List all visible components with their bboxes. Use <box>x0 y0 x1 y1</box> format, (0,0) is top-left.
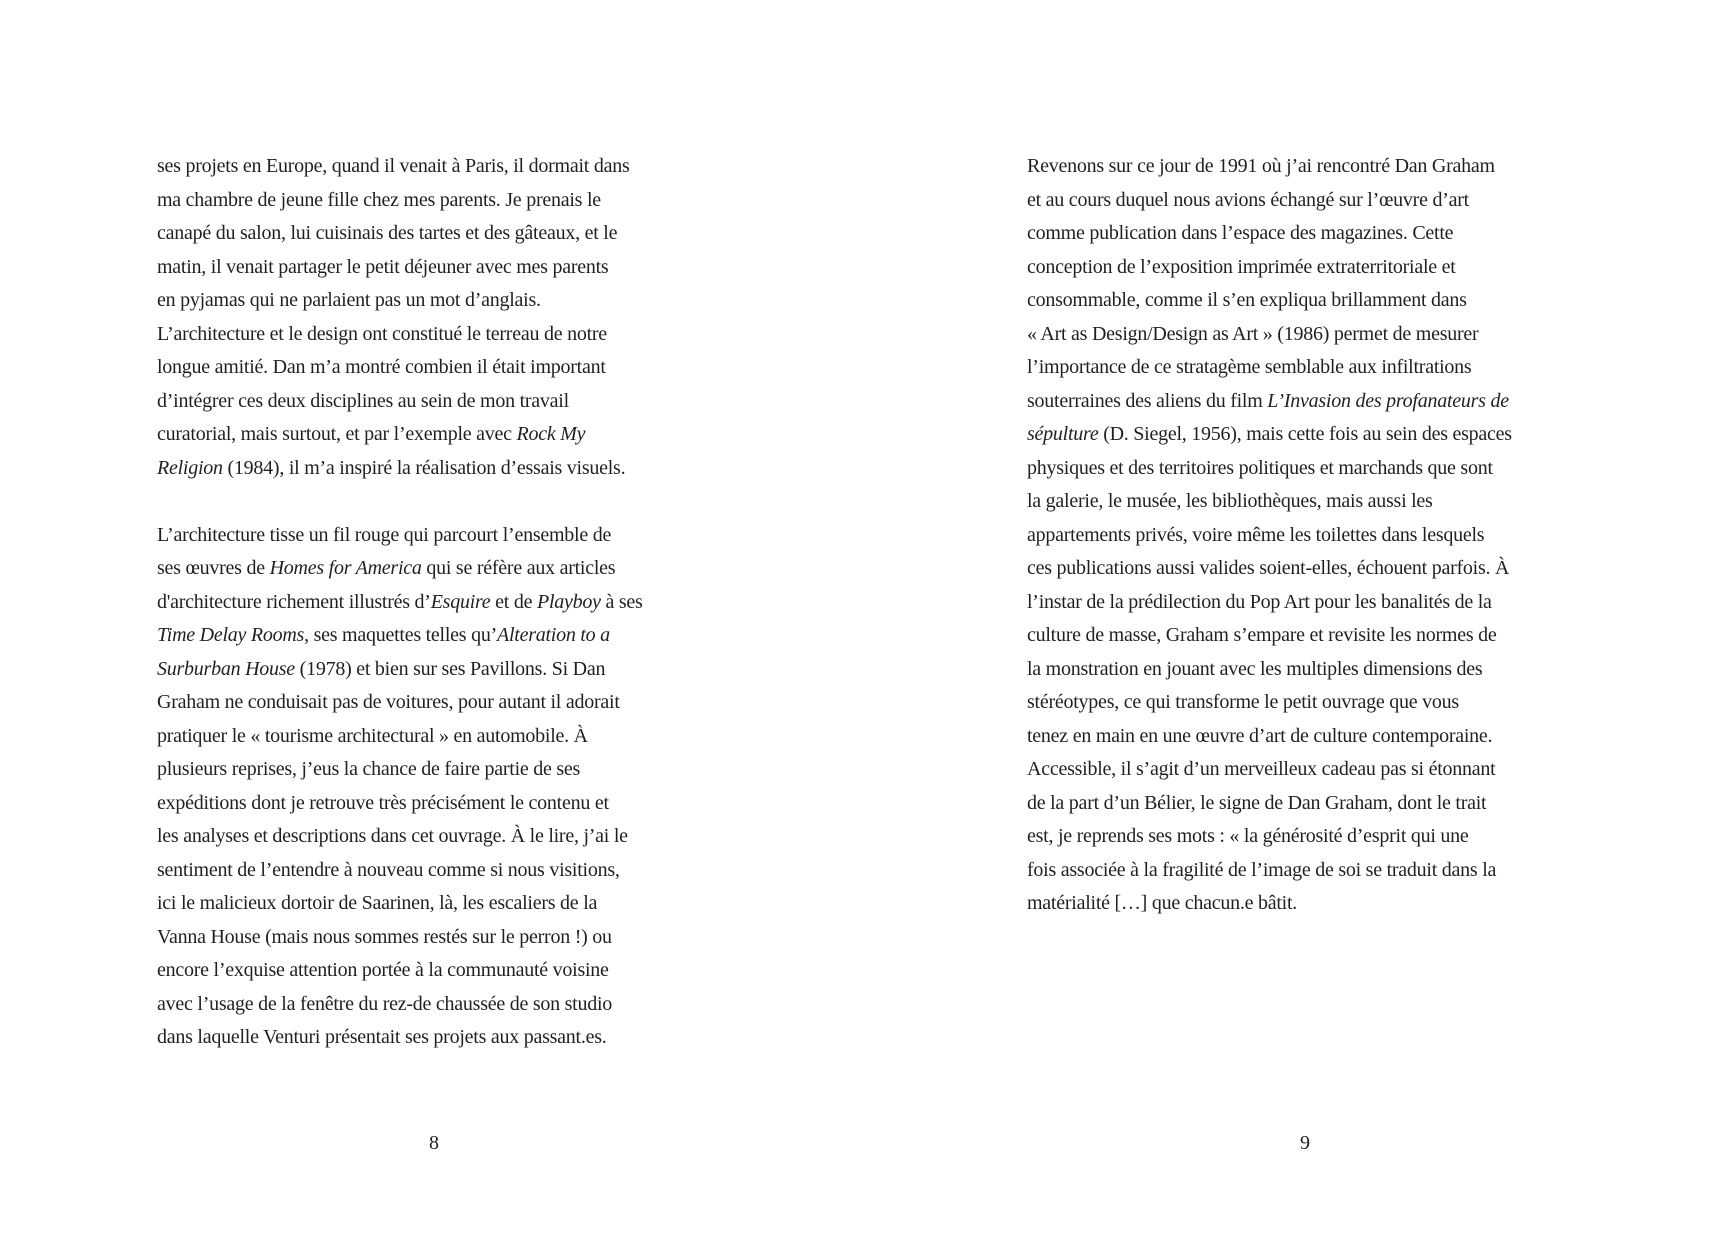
italic-title-text: L’Invasion des profanateurs de <box>1267 389 1509 412</box>
text-line <box>1027 485 1512 519</box>
paragraph <box>157 150 643 485</box>
text-line <box>157 586 643 620</box>
body-text: Accessible, il s’agit d’un merveilleux cadeau pas si étonnant <box>1027 758 1496 780</box>
body-text: physiques et des territoires politiques et marchands que sont <box>1027 456 1493 479</box>
italic-title-text: sépulture <box>1027 423 1099 445</box>
italic-title-text: Esquire <box>430 590 491 613</box>
text-line <box>157 854 643 888</box>
text-line <box>157 820 643 854</box>
body-text: plusieurs reprises, j’eus la chance de faire partie de ses <box>157 758 581 780</box>
body-text: matérialité […] que chacun.e bâtit. <box>1027 892 1298 914</box>
text-column <box>157 150 643 1055</box>
text-line <box>1027 586 1512 620</box>
body-text: sentiment de l’entendre à nouveau comme si nous visitions, <box>157 858 620 881</box>
paragraph <box>157 519 643 1055</box>
body-text: (1984), il m’a inspiré la réalisation d’essais visuels. <box>222 456 626 479</box>
text-line <box>1027 820 1512 854</box>
body-text: (D. Siegel, 1956), mais cette fois au sein des espaces <box>1098 423 1512 445</box>
text-line <box>1027 787 1512 821</box>
body-text: longue amitié. Dan m’a montré combien il était important <box>157 356 606 378</box>
text-line <box>157 217 643 251</box>
body-text: et de <box>490 590 537 613</box>
body-text: fois associée à la fragilité de l’image de soi se traduit dans la <box>1027 858 1497 881</box>
body-text: dans laquelle Venturi présentait ses projets aux passant.es. <box>157 1026 607 1048</box>
italic-title-text: Alteration to a <box>497 624 610 646</box>
body-text: , ses maquettes telles qu’ <box>304 624 497 646</box>
body-text: à ses <box>600 590 643 613</box>
body-text: en pyjamas qui ne parlaient pas un mot d’anglais. <box>157 289 541 311</box>
body-text: la monstration en jouant avec les multiples dimensions des <box>1027 657 1483 680</box>
text-line <box>1027 418 1512 452</box>
body-text: comme publication dans l’espace des magazines. Cette <box>1027 222 1454 244</box>
text-line <box>1027 519 1512 553</box>
body-text: l’instar de la prédilection du Pop Art pour les banalités de la <box>1027 590 1492 613</box>
text-line <box>157 653 643 687</box>
text-line <box>157 318 643 352</box>
body-text: L’architecture tisse un fil rouge qui parcourt l’ensemble de <box>157 523 612 546</box>
text-line <box>1027 217 1512 251</box>
italic-title-text: Time Delay Rooms <box>157 624 305 646</box>
italic-title-text: Homes for America <box>269 557 422 579</box>
text-line <box>157 184 643 218</box>
text-line <box>157 753 643 787</box>
body-text: pratiquer le « tourisme architectural » en automobile. À <box>157 724 588 747</box>
body-text: tenez en main en une œuvre d’art de culture contemporaine. <box>1027 724 1493 747</box>
text-line <box>157 921 643 955</box>
body-text: ici le malicieux dortoir de Saarinen, là, les escaliers de la <box>157 892 598 914</box>
body-text: ces publications aussi valides soient-elles, échouent parfois. À <box>1027 557 1510 579</box>
text-line <box>1027 653 1512 687</box>
text-line <box>157 720 643 754</box>
text-line <box>157 619 643 653</box>
text-line <box>157 251 643 285</box>
body-text: qui se réfère aux articles <box>421 557 616 579</box>
text-line <box>157 150 643 184</box>
text-line <box>1027 753 1512 787</box>
text-line <box>157 988 643 1022</box>
body-text: Graham ne conduisait pas de voitures, pour autant il adorait <box>157 691 620 713</box>
body-text: et au cours duquel nous avions échangé sur l’œuvre d’art <box>1027 188 1469 211</box>
body-text: ses projets en Europe, quand il venait à Paris, il dormait dans <box>157 155 630 177</box>
text-line <box>157 418 643 452</box>
text-line <box>1027 251 1512 285</box>
body-text: (1978) et bien sur ses Pavillons. Si Dan <box>294 657 606 680</box>
text-line <box>157 954 643 988</box>
body-text: souterraines des aliens du film <box>1027 389 1268 412</box>
text-line <box>1027 284 1512 318</box>
text-line <box>157 787 643 821</box>
text-line <box>157 519 643 553</box>
text-line <box>1027 452 1512 486</box>
body-text: conception de l’exposition imprimée extraterritoriale et <box>1027 255 1456 278</box>
text-column <box>1027 150 1512 921</box>
body-text: d’intégrer ces deux disciplines au sein de mon travail <box>157 389 569 412</box>
body-text: avec l’usage de la fenêtre du rez-de chaussée de son studio <box>157 992 613 1015</box>
body-text: curatorial, mais surtout, et par l’exemple avec <box>157 423 517 445</box>
text-line <box>1027 686 1512 720</box>
text-line <box>157 1021 643 1055</box>
text-line <box>1027 552 1512 586</box>
text-line <box>157 552 643 586</box>
text-line <box>1027 619 1512 653</box>
body-text: stéréotypes, ce qui transforme le petit ouvrage que vous <box>1027 691 1459 713</box>
body-text: L’architecture et le design ont constitué le terreau de notre <box>157 322 607 345</box>
body-text: la galerie, le musée, les bibliothèques, mais aussi les <box>1027 490 1433 512</box>
body-text: consommable, comme il s’en expliqua brillamment dans <box>1027 289 1467 311</box>
body-text: expéditions dont je retrouve très précisément le contenu et <box>157 791 609 814</box>
body-text: « Art as Design/Design as Art » (1986) permet de mesurer <box>1027 322 1479 345</box>
body-text: encore l’exquise attention portée à la communauté voisine <box>157 959 609 981</box>
text-line <box>1027 887 1512 921</box>
body-text: l’importance de ce stratagème semblable aux infiltrations <box>1027 356 1472 378</box>
body-text: est, je reprends ses mots : « la générosité d’esprit qui une <box>1027 825 1469 847</box>
text-line <box>1027 854 1512 888</box>
italic-title-text: Playboy <box>536 590 601 613</box>
italic-title-text: Religion <box>157 456 223 479</box>
text-line <box>157 887 643 921</box>
text-line <box>157 452 643 486</box>
page-number: 9 <box>1300 1132 1310 1154</box>
italic-title-text: Rock My <box>516 423 586 445</box>
paragraph <box>1027 150 1512 921</box>
text-line <box>1027 385 1512 419</box>
text-line <box>1027 184 1512 218</box>
body-text: culture de masse, Graham s’empare et revisite les normes de <box>1027 624 1497 646</box>
text-line <box>157 385 643 419</box>
body-text: appartements privés, voire même les toilettes dans lesquels <box>1027 523 1485 546</box>
right-page <box>866 0 1732 1260</box>
body-text: matin, il venait partager le petit déjeuner avec mes parents <box>157 255 609 278</box>
text-line <box>1027 351 1512 385</box>
text-line <box>1027 720 1512 754</box>
body-text: ses œuvres de <box>157 557 270 579</box>
text-line <box>1027 150 1512 184</box>
text-line <box>157 284 643 318</box>
body-text: canapé du salon, lui cuisinais des tartes et des gâteaux, et le <box>157 222 618 244</box>
body-text: d'architecture richement illustrés d’ <box>157 590 431 613</box>
italic-title-text: Surburban House <box>157 657 295 680</box>
body-text: Revenons sur ce jour de 1991 où j’ai rencontré Dan Graham <box>1027 155 1495 177</box>
body-text: ma chambre de jeune fille chez mes parents. Je prenais le <box>157 188 601 211</box>
text-line <box>157 351 643 385</box>
page-number: 8 <box>429 1132 439 1154</box>
text-line <box>1027 318 1512 352</box>
body-text: Vanna House (mais nous sommes restés sur le perron !) ou <box>157 925 612 948</box>
text-line <box>157 686 643 720</box>
body-text: les analyses et descriptions dans cet ouvrage. À le lire, j’ai le <box>157 825 628 847</box>
body-text: de la part d’un Bélier, le signe de Dan Graham, dont le trait <box>1027 791 1487 814</box>
